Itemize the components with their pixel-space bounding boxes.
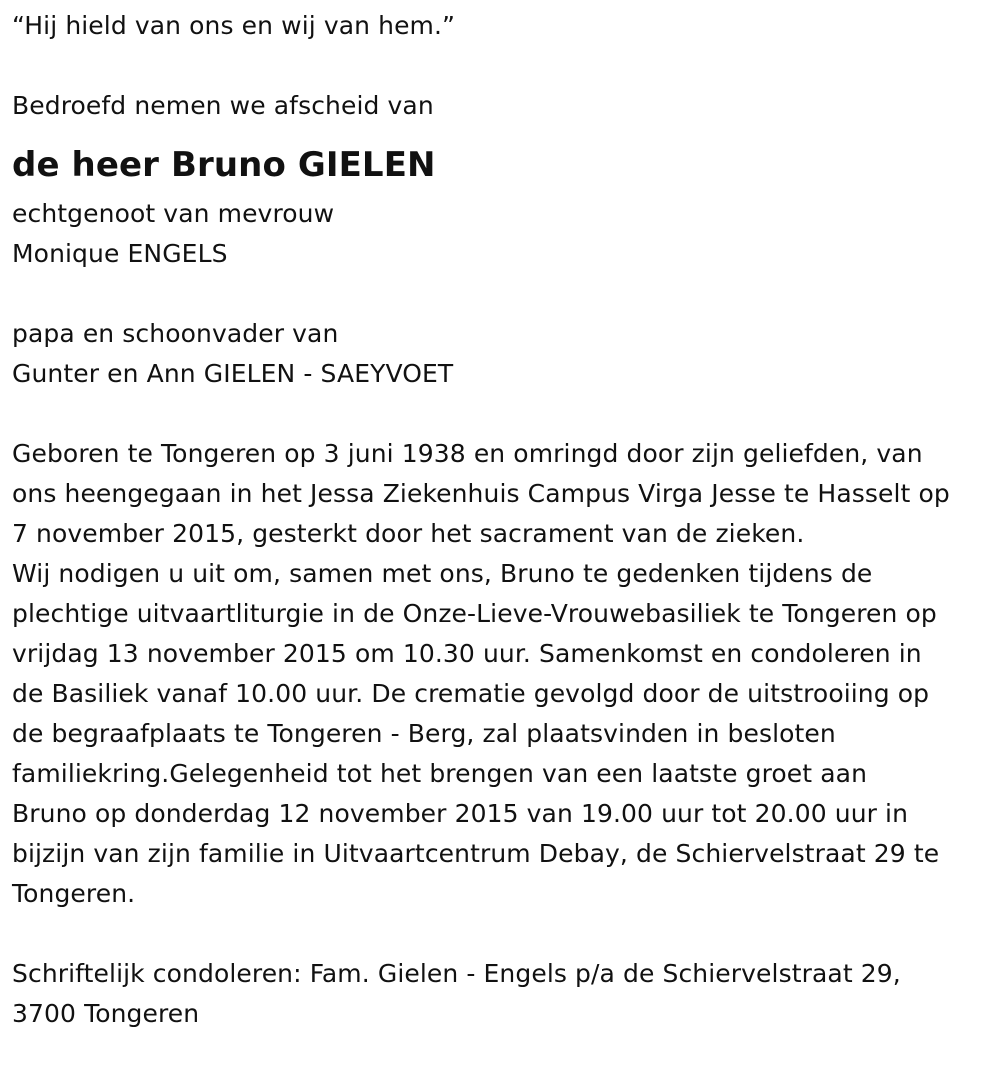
intro-text: Bedroefd nemen we afscheid van [12, 91, 434, 120]
deceased-name: de heer Bruno GIELEN [12, 145, 436, 185]
spacer [12, 274, 996, 314]
body-paragraph [12, 434, 996, 914]
obituary-notice [12, 6, 996, 1034]
quote: “Hij hield van ons en wij van hem.” [12, 11, 456, 40]
condolence-line: Schriftelijk condoleren: Fam. Gielen - Engels p/a de Schiervelstraat 29, [12, 959, 901, 988]
body-line: bijzijn van zijn familie in Uitvaartcentrum Debay, de Schiervelstraat 29 te [12, 839, 940, 868]
condolence-address [12, 954, 996, 1034]
spouse-name: Monique ENGELS [12, 239, 228, 268]
spacer [12, 46, 996, 86]
body-line: de begraafplaats te Tongeren - Berg, zal plaatsvinden in besloten [12, 719, 836, 748]
children-names: Gunter en Ann GIELEN - SAEYVOET [12, 359, 454, 388]
spouse-relation: echtgenoot van mevrouw [12, 199, 335, 228]
condolence-line: 3700 Tongeren [12, 999, 200, 1028]
spacer [12, 914, 996, 954]
children-relation: papa en schoonvader van [12, 319, 339, 348]
body-line: Tongeren. [12, 879, 136, 908]
body-line: 7 november 2015, gesterkt door het sacrament van de zieken. [12, 519, 805, 548]
body-line: ons heengegaan in het Jessa Ziekenhuis Campus Virga Jesse te Hasselt op [12, 479, 950, 508]
body-line: vrijdag 13 november 2015 om 10.30 uur. Samenkomst en condoleren in [12, 639, 922, 668]
body-line: Bruno op donderdag 12 november 2015 van 19.00 uur tot 20.00 uur in [12, 799, 909, 828]
body-line: familiekring.Gelegenheid tot het brengen van een laatste groet aan [12, 759, 868, 788]
body-line: de Basiliek vanaf 10.00 uur. De crematie gevolgd door de uitstrooiing op [12, 679, 930, 708]
body-line: Geboren te Tongeren op 3 juni 1938 en omringd door zijn geliefden, van [12, 439, 923, 468]
spacer [12, 394, 996, 434]
body-line: Wij nodigen u uit om, samen met ons, Bruno te gedenken tijdens de [12, 559, 873, 588]
body-line: plechtige uitvaartliturgie in de Onze-Lieve-Vrouwebasiliek te Tongeren op [12, 599, 937, 628]
